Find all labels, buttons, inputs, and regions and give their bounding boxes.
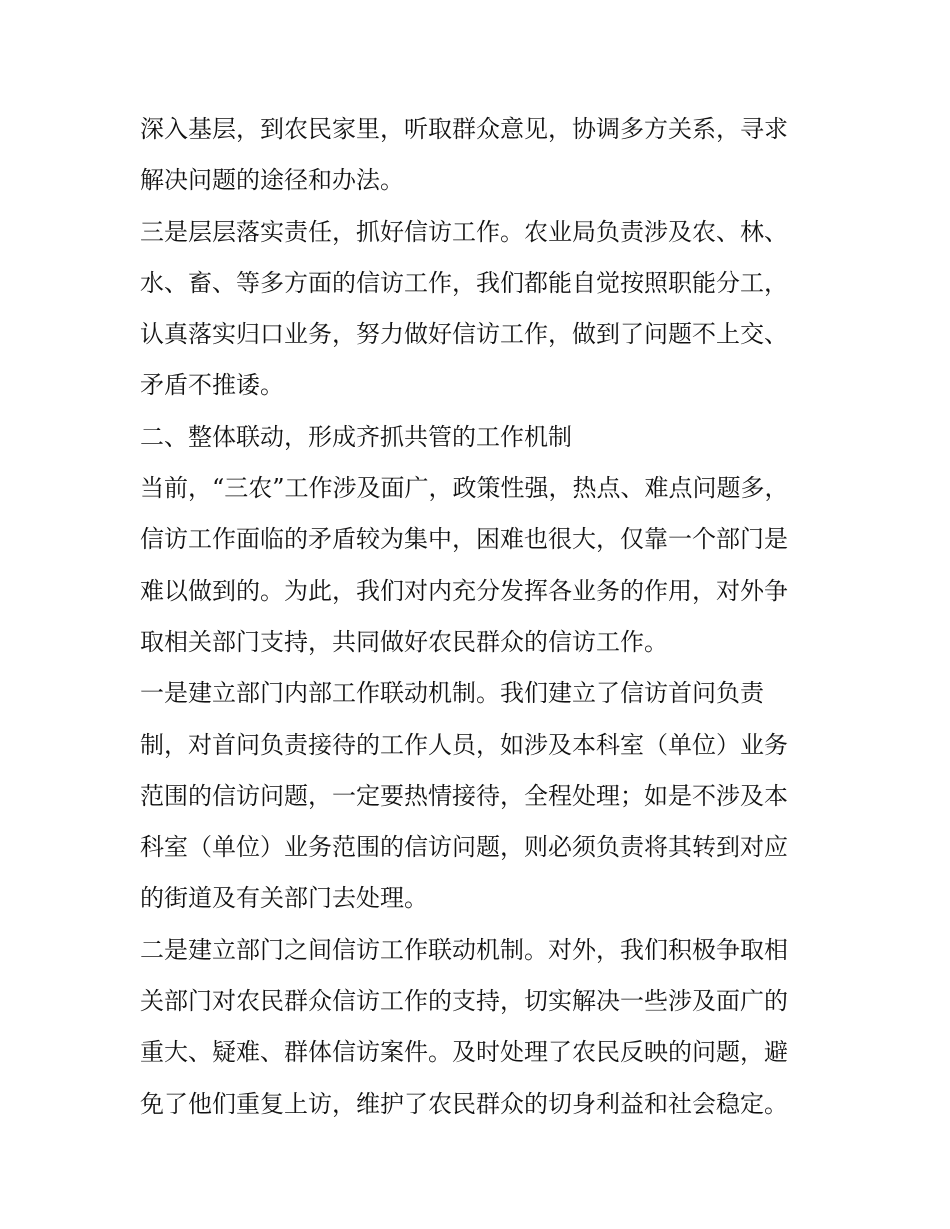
text-line: 科室（单位）业务范围的信访问题，则必须负责将其转到对应 (140, 833, 788, 862)
text-line: 认真落实归口业务，努力做好信访工作，做到了问题不上交、 (140, 320, 788, 349)
text-line: 水、畜、等多方面的信访工作，我们都能自觉按照职能分工， (140, 268, 788, 297)
text-line: 免了他们重复上访，维护了农民群众的切身利益和社会稳定。 (140, 1089, 788, 1118)
text-line: 当前，“三农”工作涉及面广，政策性强，热点、难点问题多， (140, 474, 789, 503)
text-line: 解决问题的途径和办法。 (140, 166, 404, 195)
text-line: 重大、疑难、群体信访案件。及时处理了农民反映的问题，避 (140, 1038, 788, 1067)
text-line: 信访工作面临的矛盾较为集中，困难也很大，仅靠一个部门是 (140, 525, 788, 554)
text-line: 的街道及有关部门去处理。 (140, 884, 428, 913)
text-line: 取相关部门支持，共同做好农民群众的信访工作。 (140, 627, 668, 656)
text-line: 深入基层，到农民家里，听取群众意见，协调多方关系，寻求 (140, 115, 788, 143)
section-heading: 二、整体联动，形成齐抓共管的工作机制 (140, 422, 572, 451)
text-line: 一是建立部门内部工作联动机制。我们建立了信访首问负责 (140, 679, 764, 708)
text-line: 难以做到的。为此，我们对内充分发挥各业务的作用，对外争 (140, 576, 788, 605)
text-line: 范围的信访问题，一定要热情接待，全程处理；如是不涉及本 (140, 781, 788, 810)
text-line: 三是层层落实责任，抓好信访工作。农业局负责涉及农、林、 (140, 217, 788, 246)
text-line: 矛盾不推诿。 (140, 371, 284, 400)
text-line: 二是建立部门之间信访工作联动机制。对外，我们积极争取相 (140, 935, 788, 964)
text-line: 关部门对农民群众信访工作的支持，切实解决一些涉及面广的 (140, 987, 788, 1016)
document-body (140, 104, 820, 1130)
text-line: 制，对首问负责接待的工作人员，如涉及本科室（单位）业务 (140, 730, 788, 759)
